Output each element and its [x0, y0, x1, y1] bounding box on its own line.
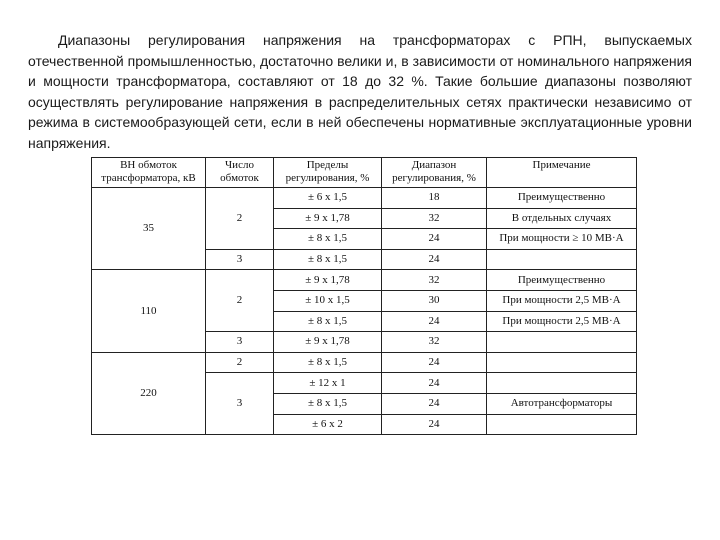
note-cell: В отдельных случаях	[487, 208, 637, 229]
windings-cell: 3	[206, 332, 274, 353]
windings-cell: 2	[206, 188, 274, 250]
note-cell	[487, 352, 637, 373]
range-cell: 32	[382, 270, 487, 291]
table-row	[92, 270, 637, 291]
range-cell: 24	[382, 249, 487, 270]
limits-cell: ± 8 х 1,5	[274, 393, 382, 414]
windings-cell: 2	[206, 352, 274, 373]
range-cell: 32	[382, 208, 487, 229]
range-cell: 24	[382, 414, 487, 435]
table-row	[92, 352, 637, 373]
voltage-cell-35: 35	[92, 188, 206, 270]
windings-cell: 3	[206, 249, 274, 270]
limits-cell: ± 9 х 1,78	[274, 208, 382, 229]
note-cell	[487, 414, 637, 435]
note-cell: При мощности ≥ 10 МВ·А	[487, 229, 637, 250]
limits-cell: ± 12 х 1	[274, 373, 382, 394]
note-cell: Преимущественно	[487, 188, 637, 209]
limits-cell: ± 8 х 1,5	[274, 229, 382, 250]
range-cell: 30	[382, 290, 487, 311]
range-cell: 24	[382, 311, 487, 332]
regulation-table	[91, 157, 637, 435]
table-row	[92, 188, 637, 209]
note-cell: Автотрансформаторы	[487, 393, 637, 414]
limits-cell: ± 8 х 1,5	[274, 249, 382, 270]
note-cell	[487, 332, 637, 353]
header-windings: Число обмоток	[206, 158, 274, 188]
header-range: Диапазон регулирования, %	[382, 158, 487, 188]
note-cell	[487, 249, 637, 270]
limits-cell: ± 9 х 1,78	[274, 270, 382, 291]
body-paragraph: Диапазоны регулирования напряжения на трансформаторах с РПН, выпускаемых отечественной промышленностью, достаточно велики и, в зависимости от номинального напряжения и мощности трансформатора, составляют от 18 до 32 %. Такие большие диапазоны позволяют осуществлять регулирование напряжения в распределительных сетях практически независимо от режима в системообразующей сети, если в ней обеспечены нормативные эксплуатационные уровни напряжения.	[28, 32, 692, 151]
limits-cell: ± 9 х 1,78	[274, 332, 382, 353]
range-cell: 24	[382, 373, 487, 394]
range-cell: 24	[382, 393, 487, 414]
range-cell: 24	[382, 352, 487, 373]
limits-cell: ± 8 х 1,5	[274, 352, 382, 373]
header-limits: Пределы регулирования, %	[274, 158, 382, 188]
limits-cell: ± 10 х 1,5	[274, 290, 382, 311]
range-cell: 32	[382, 332, 487, 353]
voltage-cell-110: 110	[92, 270, 206, 352]
range-cell: 24	[382, 229, 487, 250]
note-cell	[487, 373, 637, 394]
header-voltage: ВН обмоток трансформатора, кВ	[92, 158, 206, 188]
limits-cell: ± 8 х 1,5	[274, 311, 382, 332]
voltage-cell-220: 220	[92, 352, 206, 434]
header-note: Примечание	[487, 158, 637, 188]
limits-cell: ± 6 х 2	[274, 414, 382, 435]
windings-cell: 3	[206, 373, 274, 435]
note-cell: При мощности 2,5 МВ·А	[487, 311, 637, 332]
header-row	[92, 158, 637, 188]
note-cell: При мощности 2,5 МВ·А	[487, 290, 637, 311]
range-cell: 18	[382, 188, 487, 209]
windings-cell: 2	[206, 270, 274, 332]
limits-cell: ± 6 х 1,5	[274, 188, 382, 209]
note-cell: Преимущественно	[487, 270, 637, 291]
